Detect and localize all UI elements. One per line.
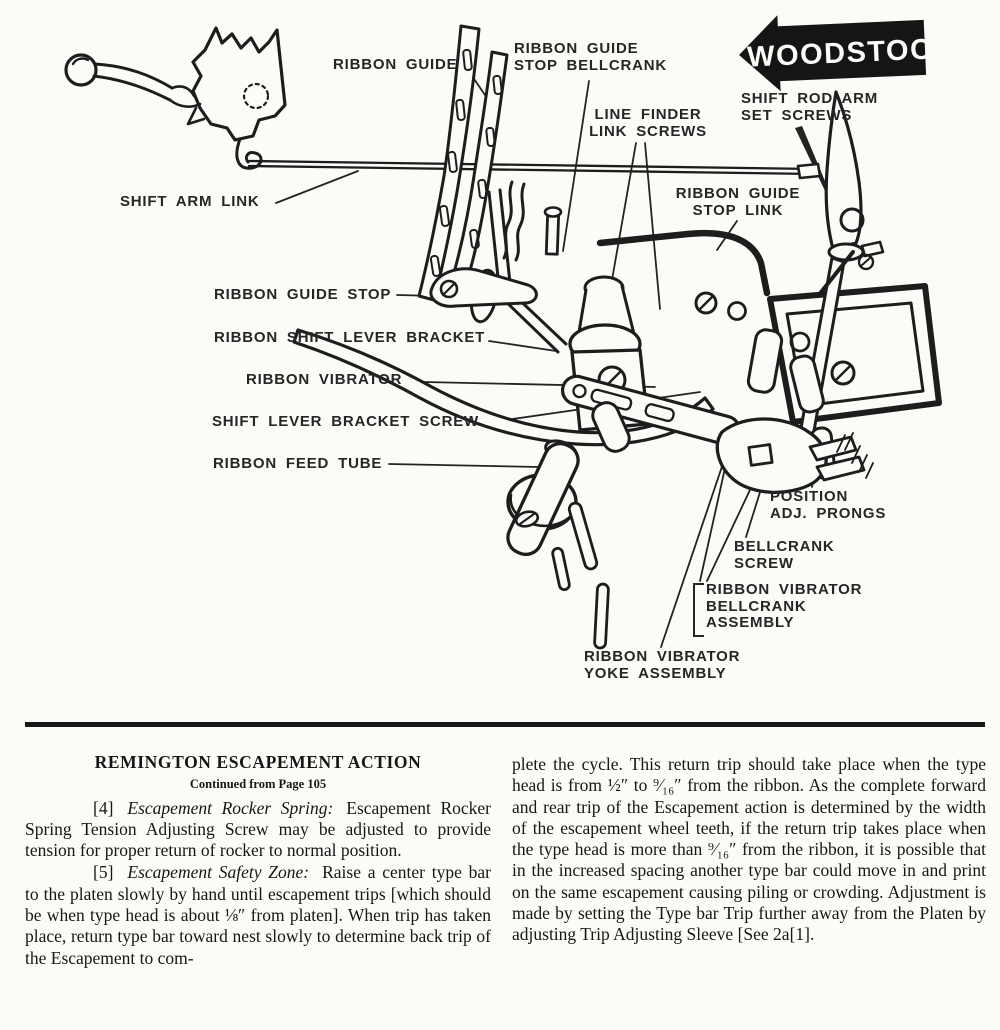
label-ribbon-shift-lever-bracket: RIBBON SHIFT LEVER BRACKET [214,329,486,346]
label-ribbon-guide-stop: RIBBON GUIDE STOP [214,286,392,303]
label-ribbon-feed-tube: RIBBON FEED TUBE [213,455,383,472]
paragraph-5 [25,862,491,968]
label-ribbon-guide-stop-link: RIBBON GUIDE STOP LINK [675,185,801,219]
vibrator-bellcrank-part [717,419,873,492]
paragraph-5-number: [5] [93,862,114,883]
paragraph-4-title: Escapement Rocker Spring: [127,797,334,818]
label-line-finder-link-screws: LINE FINDER LINK SCREWS [589,106,707,140]
banner-text: WOODSTOCK [746,32,956,74]
article-heading: REMINGTON ESCAPEMENT ACTION [94,752,422,772]
label-ribbon-vibrator-yoke-assembly: RIBBON VIBRATOR YOKE ASSEMBLY [584,648,741,682]
paragraph-continuation: plete the cycle. This return trip should take place when the type head is from ½″ to ⁹⁄₁₆″ from the ribbon. As the complete forward and rear trip of the Escapement action is determined by the width of the escapement wheel teeth, if the return trip takes place when the type head is more than ⁹⁄₁₆″ from the ribbon, it is possible that in the increased spacing another type bar could move in and print on the same escapement causing piling or crowding. Adjustment is made by setting the Type bar Trip further away from the Platen by adjusting Trip Adjusting Sleeve [See 2a[1]. [512,754,986,945]
article-left-column [25,752,491,969]
shift-lever-knob [66,55,172,100]
shift-arm-link-rod [249,161,816,174]
article-right-column [512,753,986,946]
label-ribbon-vibrator-bellcrank-assembly: RIBBON VIBRATOR BELLCRANK ASSEMBLY [706,581,863,631]
label-ribbon-guide: RIBBON GUIDE [333,56,458,73]
label-shift-lever-bracket-screw: SHIFT LEVER BRACKET SCREW [212,413,480,430]
mounting-plate [170,28,285,168]
paragraph-5-body: Raise a center type bar to the platen slowly by hand until escapement trips [which should be when type head is about ⅛″ from platen]. When trip has taken place, return type bar toward nest slowly to determine back trip of the Escapement to com- [25,862,491,968]
label-shift-rod-arm-set-screws: SHIFT ROD ARM SET SCREWS [741,90,879,124]
section-divider [25,722,985,727]
label-bellcrank-screw: BELLCRANK SCREW [734,538,835,572]
ribbon-guide-stop-link-part [600,233,939,422]
assembly-bracket-icon [693,583,704,637]
paragraph-4-body: Escapement Rocker Spring Tension Adjusting Screw may be adjusted to provide tension for proper return of rocker to normal position. [25,797,491,861]
article-subheading: Continued from Page 105 [189,777,327,792]
paragraph-4 [25,798,491,862]
label-shift-arm-link: SHIFT ARM LINK [120,193,260,210]
label-ribbon-guide-stop-bellcrank: RIBBON GUIDE STOP BELLCRANK [514,40,667,74]
label-position-adj-prongs: POSITION ADJ. PRONGS [770,488,887,522]
paragraph-4-number: [4] [93,797,114,818]
label-ribbon-vibrator: RIBBON VIBRATOR [246,371,403,388]
woodstock-banner [737,8,956,93]
paragraph-5-title: Escapement Safety Zone: [127,862,310,883]
